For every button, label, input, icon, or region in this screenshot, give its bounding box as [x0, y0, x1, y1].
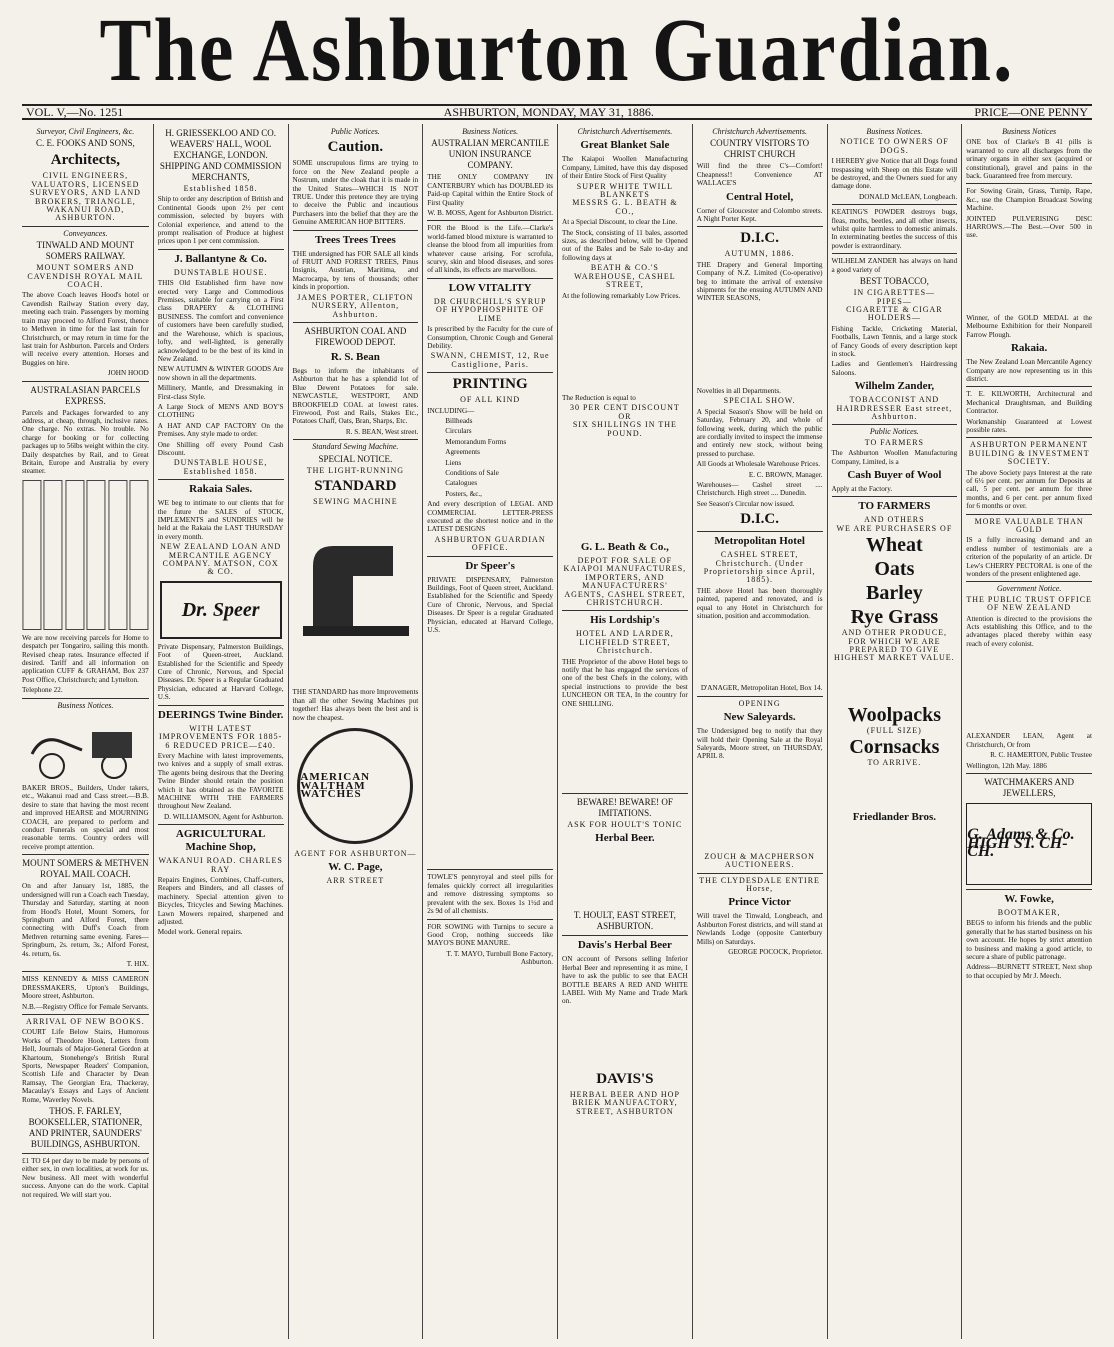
page-agent: AGENT FOR ASHBURTON—: [294, 849, 417, 858]
farmers-head: TO FARMERS: [864, 437, 925, 447]
registry-text: N.B.—Registry Office for Female Servants.: [22, 1002, 149, 1011]
blanket-special: At a Special Discount, to clear the Line.: [562, 218, 678, 227]
ballantyne-mens: A Large Stock of MEN'S AND BOY'S CLOTHING: [157, 402, 284, 420]
show-text: A Special Season's Show will be held on Saturday, February 20, and whole of following week, during which the public are cordially invited to inspect the immense and entirely new stock, without being pressed to purchase.: [696, 407, 823, 458]
reduction: The Reduction is equal to: [562, 393, 636, 402]
dic-fill: [697, 305, 823, 385]
harrows-text: JOINTED PULVERISING DISC HARROWS.—The Best.—Over 500 in use.: [966, 214, 1092, 240]
coach-sub: MOUNT SOMERS AND CAVENDISH ROYAL MAIL COACH.: [27, 263, 144, 290]
cash-buyer: Cash Buyer of Wool: [847, 469, 942, 481]
firm-title: Architects,: [50, 152, 121, 169]
blanket-stock: The Stock, consisting of 11 bales, assorted sizes, as described below, will be Opened out of the Bales and be Sale to-day and following days at: [562, 228, 688, 262]
gr-est: Established 1858.: [183, 184, 258, 193]
nzloan: NEW ZEALAND LOAN AND MERCANTILE AGENCY COMPANY. MATSON, COX & CO.: [160, 542, 282, 577]
print-text: And every description of LEGAL AND COMMERCIAL LETTER-PRESS executed at the shortest notice and in the LATEST DESIGNS: [427, 500, 553, 534]
express-head: AUSTRALASIAN PARCELS EXPRESS.: [30, 384, 141, 406]
divider: [158, 705, 284, 706]
print-item: Posters, &c.,: [445, 489, 482, 498]
coach-text: The above Coach leaves Hood's hotel or Cavendish Railway Station every day, meeting each train. Passengers by morning train may proceed to Alford Forest, thence to Methven in time for the last train for Christchurch, or may return in time for the last train for Ashburton. Parcels and Orders will receive every attention. Horses and Buggies on hire.: [22, 291, 149, 367]
divider: [293, 439, 419, 440]
zander-text: WILHELM ZANDER has always on hand a good variety of: [831, 257, 958, 274]
keating-text: KEATING'S POWDER destroys bugs, fleas, moths, beetles, and all other insects, whilst quite harmless to domestic animals. In exterminating beetles the success of this powder is extraordinary.: [831, 208, 958, 250]
cigarettes: IN CIGARETTES—: [853, 288, 936, 298]
bean-text: Begs to inform the inhabitants of Ashburton that he has a splendid lot of Blue Dewent Potatoes for sale. NEWCASTLE, WESTPORT, AND BROOKFIELD COAL at lowest rates. Firewood, Post and Rails, Stakes Etc., Potatoes Chaff, Oats, Bran, Sharps, Etc.: [292, 366, 419, 426]
dr-speer-logo: Dr. Speer: [160, 581, 282, 639]
drspeer-text: PRIVATE DISPENSARY, Palmerston Buildings, Foot of Queen street, Auckland. Established for the Scientific and Speedy Cure of Chronic, Nervous, and Special Diseases. Dr Speer is a regular Graduated Physician, educated at Harvard College, U.S.: [427, 575, 553, 635]
or-text: OR: [618, 411, 632, 421]
amu-head: AUSTRALIAN MERCANTILE UNION INSURANCE COMPANY.: [431, 138, 549, 171]
bean-title: R. S. Bean: [330, 350, 380, 363]
twine-title: DEERINGS Twine Binder.: [157, 708, 284, 721]
farmers2: TO FARMERS: [858, 500, 931, 513]
ballantyne-shill: One Shilling off every Pound Cash Discount.: [157, 440, 284, 457]
divider: [427, 278, 553, 279]
divider: [22, 971, 149, 972]
divider: [966, 773, 1092, 774]
lean: ALEXANDER LEAN, Agent at Christchurch, Or from: [966, 732, 1092, 749]
sewing-header: Standard Sewing Machine.: [312, 442, 399, 452]
column-3: [288, 124, 423, 1339]
sale-text: The Undersigned beg to notify that they will hold their Opening Sale at the Royal Saleyards, Moore street, on THURSDAY, APRIL 8.: [696, 727, 823, 761]
columns: [18, 124, 1096, 1339]
masthead: [0, 0, 1114, 100]
caution-text: SOME unscrupulous firms are trying to force on the New Zealand people a Nostrum, under the cloak that it is made in the United States—WHICH IS NOT TRUE. Under this pretence they are trying to deceive the Public and incautious Purchasers into the belief that they are the Genuine AMERICAN HOP BITTERS.: [292, 159, 419, 227]
more-text: IS a fully increasing demand and an endless number of testimonials are a criterion of the popularity of an article. Dr Lew's CHERRY PECTORAL is one of the wonders of the present enlightened age.: [966, 536, 1092, 579]
dic-text: THE Drapery and General Importing Company of N.Z. Limited (Co-operative) beg to intimate the arrival of extensive shipments for the ensuing AUTUMN AND WINTER SEASONS,: [696, 260, 823, 303]
tobacco: BEST TOBACCO,: [859, 276, 929, 287]
herbal-title: Herbal Beer.: [595, 832, 655, 845]
beath-title: G. L. Beath & Co.,: [580, 540, 669, 553]
clarke-text: ONE box of Clarke's B 41 pills is warranted to cure all discharges from the urinary organs in either sex (acquired or constitutional), gravel and pains in the back. Guaranteed free from mercury.: [966, 138, 1092, 181]
wages-text: £1 TO £4 per day to be made by persons of either sex, in own localities, at work for us. New business. All meet with wonderful success. Anyone can do the work. Capital not required. We will start you.: [22, 1157, 149, 1199]
grain-barley: Barley: [866, 582, 923, 605]
volume-number: VOL. V,—No. 1251: [26, 104, 124, 119]
twine-sign: D. WILLIAMSON, Agent for Ashburton.: [164, 812, 284, 821]
davis-title: Davis's Herbal Beer: [577, 939, 672, 952]
divider: [832, 496, 958, 497]
column-1: [18, 124, 153, 1339]
wellington: Wellington, 12th May. 1886: [966, 761, 1047, 770]
blanket-super: SUPER WHITE TWILL BLANKETS: [576, 181, 673, 200]
beath-sub: DEPOT FOR SALE OF KAIAPOI MANUFACTURES, IMPORTERS, AND MANUFACTURERS' AGENTS, CASHEL STREET, CHRISTCHURCH.: [563, 555, 687, 607]
express-text: Parcels and Packages forwarded to any address, at cheap, through, inclusive rates. One charge. No extras. No trouble. No charge for booking or for collecting packages up to 56lbs weight within the city. Daily despatches by Rail, and to Great Britain, Europe and Australia by every steamer.: [22, 408, 149, 476]
price-list: [562, 302, 688, 392]
others: AND OTHERS: [864, 515, 925, 525]
metro-title: Metropolitan Hotel: [714, 535, 805, 548]
kilworth-text: T. E. KILWORTH, Architectural and Mechanical Draughtsman, and Building Contractor.: [966, 390, 1092, 416]
section-header: Business Notices.: [462, 127, 519, 136]
full-size: (FULL SIZE): [866, 725, 922, 735]
horse-carriage-image: [22, 714, 149, 780]
print-sign: ASHBURTON GUARDIAN OFFICE.: [434, 534, 546, 553]
spacer: [832, 768, 958, 808]
woolpacks: Woolpacks: [847, 703, 942, 726]
section-header: Christchurch Advertisements.: [577, 127, 673, 136]
victor-title: Prince Victor: [728, 896, 791, 909]
column-2: [153, 124, 288, 1339]
friedlander: Friedlander Bros.: [852, 810, 937, 823]
lordship-text: THE Proprietor of the above Hotel begs to notify that he has engaged the services of one of the best Chefs in the colony, with special instructions to provide the best LUNCHEON OR TEA, In the country for ONE SHILLING.: [562, 657, 688, 708]
wholesale: All Goods at Wholesale Warehouse Prices.: [696, 460, 821, 469]
fowke-addr: Address—BURNETT STREET, Next shop to that occupied by Mr J. Meech.: [966, 963, 1092, 980]
waltham-badge: AMERICAN WALTHAM WATCHES: [297, 728, 413, 844]
speer-text: Private Dispensary, Palmerston Buildings, Foot of Queen-street, Auckland. Established for the Scientific and Speedy Cure of Chronic, Nervous, and Special Diseases. Dr. Speer is a Regular Graduated Physician, educated at Harvard College, U.S.: [157, 642, 284, 702]
trees-title: Trees Trees Trees: [314, 233, 396, 246]
printing-title: PRINTING: [452, 376, 528, 393]
factory: Apply at the Factory.: [831, 485, 893, 493]
fowke-sub: BOOTMAKER,: [997, 907, 1061, 917]
divider: [427, 372, 553, 373]
country-head: COUNTRY VISITORS TO CHRIST CHURCH: [710, 138, 810, 160]
column-7: [827, 124, 962, 1339]
blanket-title: Great Blanket Sale: [580, 139, 670, 152]
permanent-head: ASHBURTON PERMANENT BUILDING & INVESTMENT SOCIETY.: [968, 440, 1090, 467]
lordship-sub: HOTEL AND LARDER, LICHFIELD STREET, Christchurch.: [575, 629, 674, 656]
brown-sign: E. C. BROWN, Manager.: [748, 470, 823, 479]
dic2-title: D.I.C.: [740, 511, 779, 528]
warehouses: Warehouses— Cashel street .... Christchurch. High street .... Dunedin.: [696, 480, 823, 498]
light-running: THE LIGHT-RUNNING: [306, 465, 405, 475]
divider: [832, 204, 958, 205]
vitality-text: Is prescribed by the Faculty for the cure of Consumption, Chronic Cough and General Debility.: [427, 325, 553, 350]
towle-text: TOWLE'S pennyroyal and steel pills for females quickly correct all irregularities and remove distressing symptoms so prevalent with the sex. Boxes 1s 1½d and 2s 9d of all chemists.: [427, 873, 553, 916]
pipes: PIPES—: [876, 296, 912, 306]
price: PRICE—ONE PENNY: [974, 104, 1088, 119]
column-6: [692, 124, 827, 1339]
mail-text: On and after January 1st, 1885, the undersigned will run a Coach each Tuesday, Thursday and Saturday, starting at noon from Hood's Hotel, Mount Somers, for Springburn and Alford Forest, there connecting with Duff's Coach from Methven returning same evening. Fares—Springburn, 2s. return, 3s.; Alford Forest, 4s. return, 6s.: [22, 882, 149, 958]
divider: [22, 381, 149, 382]
baker-text: BAKER BROS., Builders, Under takers, etc., Wakanui road and Cass street.—B.B. desire to state that having the most recent and improved HEARSE and MOURNING COACH, are prepared to perform and conduct Funerals on special and most reasonable terms. Country orders will receive prompt attention.: [22, 784, 149, 851]
metro-sign: D'ANAGER, Metropolitan Hotel, Box 14.: [700, 684, 823, 693]
mail-sign: T. HIX.: [126, 959, 149, 968]
zouch: ZOUCH & MACPHERSON AUCTIONEERS.: [704, 851, 815, 870]
firm-sub: CIVIL ENGINEERS, VALUATORS, LICENSED SURVEYORS, AND LAND BROKERS, TRIANGLE, WAKANUI ROAD, ASHBURTON.: [29, 171, 141, 223]
metro-sub: CASHEL STREET, Christchurch. (Under Proprietorship since April, 1885).: [703, 550, 816, 585]
davis-fill: [562, 1008, 688, 1068]
print-item: Memorandum Forms: [445, 437, 507, 446]
dic-title: D.I.C.: [740, 230, 779, 247]
cigar: CIGARETTE & CIGAR HOLDERS—: [846, 304, 943, 323]
divider: [697, 531, 823, 532]
blood-text: FOR the Blood is the Life.—Clarke's world-famed blood mixture is warranted to cleanse the blood from all impurities from whatever cause arising. For scrofula, scurvy, skin and blood diseases, and sores of all kinds, its effects are marvellous.: [427, 224, 553, 275]
column-4: [422, 124, 557, 1339]
divider: [427, 220, 553, 221]
divider: [832, 253, 958, 254]
divider: [697, 873, 823, 874]
metro-fill: [697, 622, 823, 682]
ballantyne-sign: DUNSTABLE HOUSE, Established 1858.: [173, 458, 268, 476]
print-item: Agreements: [445, 448, 480, 457]
grain-oats: Oats: [874, 558, 915, 581]
page-title: W. C. Page,: [328, 861, 383, 874]
divider: [22, 854, 149, 855]
herbal-fill: [562, 848, 688, 908]
section-header: Business Notices.: [57, 700, 114, 710]
hoult-ask: ASK FOR HOULT'S TONIC: [567, 820, 683, 830]
beware: BEWARE! BEWARE! OF IMITATIONS.: [576, 797, 673, 819]
kennedy-text: MISS KENNEDY & MISS CAMERON DRESSMAKERS, Upton's Buildings, Moore street, Ashburton.: [22, 975, 149, 1001]
coach-sign: JOHN HOOD: [107, 369, 149, 378]
sale-fill: [697, 763, 823, 853]
winner-text: Winner, of the GOLD MEDAL at the Melbourne Exhibition for their Nonpareil Farrow Plough.: [966, 313, 1092, 339]
ballantyne-text: THIS Old Established firm have now erected very Large and Commodious Premises, suitable for carrying on a First class DRAPERY & CLOTHING BUSINESS. The comfort and convenience of customers have been carefully studied, and the Warehouse, which is spacious, lofty, and well-lighted, is generally acknowledged to be the best of its kind in New Zealand.: [157, 279, 284, 363]
section-header: Conveyances.: [63, 228, 108, 238]
metro-text: THE above Hotel has been thoroughly painted, papered and renovated, and is equal to any Hotel in Christchurch for situation, position and accommodation.: [696, 586, 823, 620]
divider: [562, 793, 688, 794]
victor-sign: GEORGE POCOCK, Proprietor.: [728, 948, 823, 957]
rate-table: [22, 480, 149, 630]
cornsacks: Cornsacks: [849, 736, 940, 759]
issue-date: ASHBURTON, MONDAY, MAY 31, 1886.: [443, 104, 654, 119]
grain-rye: Rye Grass: [850, 606, 939, 629]
books-text: COURT Life Below Stairs, Humorous Works of Theodore Hook, Letters from Hell, Journals of Major-General Gordon at Khartoum, Stonehenge's British Rural Sports, Newspaper Readers' Companion, Scottish Life and Character by Dean Ramsay, The Georgian Era, Thackeray, Macaulay's Essays and Lays of Ancient Rome, Waverley Novels.: [22, 1028, 149, 1104]
implements-fill: [966, 242, 1092, 312]
autumn: AUTUMN, 1886.: [724, 249, 795, 259]
divider: [697, 226, 823, 227]
novelties: Novelties in all Departments.: [696, 386, 781, 395]
ballantyne-mill: Millinery, Mantle, and Dressmaking in First-class Style.: [157, 384, 284, 401]
section-header: Christchurch Advertisements.: [712, 127, 807, 136]
firm-name: C. E. FOOKS AND SONS,: [35, 138, 135, 149]
zander-title: Wilhelm Zander,: [854, 380, 935, 393]
trees-sign: JAMES PORTER, CLIFTON NURSERY, Allenton, Ashburton.: [297, 292, 414, 319]
fowke-title: W. Fowke,: [1004, 892, 1054, 905]
davis-text: ON account of Persons selling Inferior Herbal Beer and representing it as mine, I have to ask the public to see that EACH BOTTLE BEARS A RED AND WHITE LABEL With My Name and Trade Mark on.: [562, 955, 688, 1006]
special-notice: SPECIAL NOTICE.: [318, 453, 393, 464]
section-header: Business Notices: [1002, 127, 1057, 136]
divider: [966, 437, 1092, 438]
books-head: ARRIVAL OF NEW BOOKS.: [26, 1016, 145, 1026]
zander-sub: TOBACCONIST AND HAIRDRESSER East street, Ashburton.: [836, 395, 953, 421]
drspeer-body: [427, 636, 553, 866]
grain-wheat: Wheat: [866, 534, 923, 557]
printing-of-all: OF ALL KIND: [460, 395, 521, 405]
adams-logo: G. Adams & Co. HIGH ST. CH-CH.: [966, 803, 1092, 885]
agri-title: AGRICULTURAL Machine Shop,: [175, 828, 266, 854]
central-sub: Corner of Gloucester and Colombo streets. A Night Porter Kept.: [696, 206, 823, 224]
mail-head: MOUNT SOMERS & METHVEN ROYAL MAIL COACH.: [22, 858, 149, 880]
davis-big: DAVIS'S: [596, 1070, 654, 1087]
gr-head: H. GRIESSEKLOO AND CO. WEAVERS' HALL, WOOL EXCHANGE, LONDON. SHIPPING AND COMMISSION MERCHANTS,: [159, 128, 282, 182]
rakaia-title: Rakaia.: [1010, 342, 1048, 355]
divider: [22, 698, 149, 699]
purchasers: WE ARE PURCHASERS OF: [836, 523, 953, 533]
column-8: [961, 124, 1096, 1339]
hoult-sign: T. HOULT, EAST STREET, ASHBURTON.: [573, 910, 676, 932]
lordship-title: His Lordship's: [590, 614, 660, 627]
dogs-sign: DONALD McLEAN, Longbeach.: [859, 192, 958, 201]
twine-sub: WITH LATEST IMPROVEMENTS FOR 1885-6 REDUCED PRICE—£40.: [158, 723, 283, 750]
trust-text: Attention is directed to the provisions the Acts establishing this Office, and to the advantages placed thereby within easy reach of every colonist.: [966, 614, 1092, 648]
govt-header: Government Notice.: [996, 584, 1062, 594]
rakaia-title: Rakaia Sales.: [189, 483, 253, 496]
central-title: Central Hotel,: [726, 190, 794, 203]
print-item: Billheads: [445, 416, 473, 425]
circular: See Season's Circular now issued.: [696, 499, 795, 508]
telephone: Telephone 22.: [22, 686, 63, 695]
drspeer-title: Dr Speer's: [465, 559, 515, 572]
dateline: [22, 104, 1092, 120]
sewing-machine-image: [293, 506, 419, 686]
newspaper-title: The Ashburton Guardian.: [99, 0, 1015, 100]
country-text: Will find the three C's—Comfort! Cheapness!! Convenience AT WALLACE'S: [696, 162, 823, 188]
bean-sign: R. S. BEAN, West street.: [345, 427, 419, 436]
standard-title: STANDARD: [314, 477, 397, 494]
blanket-messrs: MESSRS G. L. BEATH & CO.,: [572, 198, 678, 216]
page-street: ARR STREET: [326, 876, 385, 886]
divider: [158, 479, 284, 480]
agri-sub: WAKANUI ROAD. CHARLES RAY: [158, 856, 283, 874]
permanent-text: The above Society pays Interest at the rate of 6½ per cent. per annum for Deposits at call, 5 per cent. per annum for three months, and 6 per cent. per annum fixed for 6 months or over.: [966, 468, 1092, 511]
trust-head: THE PUBLIC TRUST OFFICE OF NEW ZEALAND: [966, 594, 1092, 613]
section-header: Public Notices.: [330, 127, 380, 136]
blanket-prices: At the following remarkably Low Prices.: [562, 291, 681, 300]
special-show: SPECIAL SHOW.: [723, 396, 796, 406]
dogs-head: NOTICE TO OWNERS OF DOGS.: [840, 137, 949, 155]
rakaia-text: The New Zealand Loan Mercantile Agency Company are now representing us in this district.: [966, 358, 1092, 383]
saloons: Ladies and Gentlemen's Hairdressing Saloons.: [831, 360, 958, 377]
arrive: TO ARRIVE.: [867, 758, 922, 768]
coal-head: ASHBURTON COAL AND FIREWOOD DEPOT.: [304, 325, 407, 347]
public-notices: Public Notices.: [869, 427, 919, 437]
divider: [293, 230, 419, 231]
print-item: Liens: [445, 458, 462, 467]
divider: [966, 889, 1092, 890]
ballantyne-title: J. Ballantyne & Co.: [174, 252, 267, 265]
divider: [832, 424, 958, 425]
tongariro-text: We are now receiving parcels for Home to despatch per Tongariro, sailing this month. Revised cheap rates. Insurance effected if desired. Tariff and all information on application CUFF & GRAHAM, Box 237 Post Office, Christchurch; and Lyttelton.: [22, 633, 149, 684]
printing-including: INCLUDING—: [427, 406, 475, 415]
trust-fill: [966, 650, 1092, 730]
divider: [427, 869, 553, 870]
hamerton: R. C. HAMERTON, Public Trustee: [990, 751, 1092, 760]
divider: [158, 824, 284, 825]
gr-text: Ship to order any description of British and Continental Goods upon 2½ per cent commission, selected by buyers with Colonial experience, and attend to the prompt realisation of Produce at highest prices upon 1 per cent commission.: [157, 195, 284, 246]
churchill: DR CHURCHILL'S SYRUP OF HYPOPHOSPHITE OF LIME: [433, 296, 547, 323]
divider: [562, 610, 688, 611]
agri-text: Repairs Engines, Combines, Chaff-cutters, Reapers and Binders, and all classes of machinery. Special attention given to Bicycles, Tricycles and Sewing Machines. Lawn Mowers repaired, sharpened and adjusted.: [157, 875, 284, 926]
vitality-title: LOW VITALITY: [448, 281, 532, 294]
divider: [697, 696, 823, 697]
six-shillings: SIX SHILLINGS IN THE POUND.: [572, 420, 677, 438]
sewing-machine: SEWING MACHINE: [313, 496, 398, 506]
victor-text: Will travel the Tinwald, Longbeach, and Ashburton Forest districts, and will stand at Newlands Lodge (opposite Canterbury Mills) on Saturdays.: [696, 912, 823, 946]
ballantyne-hat: A HAT AND CAP FACTORY On the Premises. Any style made to order.: [157, 421, 284, 439]
print-item: Conditions of Sale: [445, 468, 499, 477]
print-item: Circulars: [445, 427, 472, 436]
divider: [562, 935, 688, 936]
caution-title: Caution.: [327, 139, 384, 156]
watchmakers: WATCHMAKERS AND JEWELLERS,: [984, 776, 1074, 798]
spacer: [832, 663, 958, 703]
divider: [158, 249, 284, 250]
lordship-fill: [562, 710, 688, 790]
other-produce: AND OTHER PRODUCE, FOR WHICH WE ARE PREPARED TO GIVE HIGHEST MARKET VALUE.: [834, 628, 955, 663]
divider: [966, 386, 1092, 387]
sowing-text: FOR SOWING with Turnips to secure a Good Crop, nothing succeeds like MAYO'S BONE MANURE.: [427, 922, 553, 948]
davis-foot: HERBAL BEER AND HOP BRIEK MANUFACTORY, STREET, ASHBURTON: [569, 1089, 680, 1116]
divider: [22, 226, 149, 227]
ballantyne-new: NEW AUTUMN & WINTER GOODS Are now shown in all the departments.: [157, 365, 284, 382]
divider: [293, 322, 419, 323]
divider: [966, 183, 1092, 184]
divider: [966, 581, 1092, 582]
twine-text: Every Machine with latest improvements, two knives and a supply of small extras. The agents being desirous that the Deering Twine Binder should retain the position which it has obtained as the FAVORITE MACHINE WITH THE FARMERS throughout New Zealand.: [157, 751, 284, 811]
section-header: Surveyor, Civil Engineers, &c.: [36, 127, 135, 136]
fowke-text: BEGS to inform his friends and the public generally that he has started business on his own account. He hopes by strict attention to business and making a good article, to secure a share of public patronage.: [966, 919, 1092, 961]
farley: THOS. F. FARLEY, BOOKSELLER, STATIONER, AND PRINTER, SAUNDERS' BUILDINGS, ASHBURTON.: [28, 1106, 143, 1150]
divider: [22, 1153, 149, 1154]
woollen-text: The Ashburton Woollen Manufacturing Company, Limited, is a: [831, 449, 958, 466]
blanket-fill: [562, 438, 688, 538]
kilworth-foot: Workmanship Guaranteed at Lowest possible rates.: [966, 417, 1092, 434]
section-header: Business Notices.: [866, 127, 923, 136]
standard-text: THE STANDARD has more Improvements than all the other Sewing Machines put together! Has always been the best and is now the cheapest.: [292, 688, 419, 722]
divider: [427, 556, 553, 557]
ballantyne-sub: DUNSTABLE HOUSE.: [173, 267, 268, 277]
blanket-beath: BEATH & CO.'S WAREHOUSE, CASHEL STREET,: [574, 263, 676, 290]
opening: OPENING: [738, 698, 781, 708]
saleyards-title: New Saleyards.: [723, 711, 796, 724]
divider: [966, 514, 1092, 515]
rakaia-text: WE beg to intimate to our clients that for the future the SALES of STOCK, IMPLEMENTS and SUNDRIES will be held at the Rakaia the LAST THURSDAY in every month.: [157, 499, 284, 541]
mayo-sign: T. T. MAYO, Turnbull Bone Factory, Ashburton.: [446, 949, 553, 967]
swann: SWANN, CHEMIST, 12, Rue Castiglione, Paris.: [430, 351, 550, 369]
pct-discount: 30 PER CENT DISCOUNT: [569, 403, 680, 413]
column-5: [557, 124, 692, 1339]
divider: [22, 1014, 149, 1015]
amu-text: THE ONLY COMPANY IN CANTERBURY which has DOUBLED its Paid-up Capital within the Entire Stock of First Quality: [427, 173, 553, 207]
amu-sign: W. B. MOSS, Agent for Ashburton District.: [427, 209, 553, 218]
victor-head: THE CLYDESDALE ENTIRE Horse,: [699, 875, 820, 894]
trees-text: THE undersigned has FOR SALE all kinds of FRUIT AND FOREST TREES, Pinus Insignis, Austrian, Maritima, and Macrocarpa, by tens of thousands; other kinds in proportion.: [292, 249, 419, 292]
agri-foot: Model work. General repairs.: [157, 928, 243, 937]
dogs-text: I HEREBY give Notice that all Dogs found trespassing with Sheep on this Estate will be destroyed, and the Owners sued for any damage done.: [831, 157, 958, 191]
blanket-text: The Kaiapoi Woollen Manufacturing Company, Limited, have this day disposed of their Entire Stock of First Quality: [562, 155, 688, 181]
more-head: MORE VALUABLE THAN GOLD: [974, 516, 1084, 534]
tackle: Fishing Tackle, Cricketing Material, Footballs, Lawn Tennis, and a large stock of Fancy Goods of every description kept in stock.: [831, 324, 958, 358]
sowing-text: For Sowing Grain, Grass, Turnip, Rape, &c., use the Champion Broadcast Sowing Machine.: [966, 187, 1092, 213]
coach-head: TINWALD AND MOUNT SOMERS RAILWAY.: [36, 240, 135, 262]
divider: [427, 919, 553, 920]
print-item: Catalogues: [445, 479, 478, 488]
